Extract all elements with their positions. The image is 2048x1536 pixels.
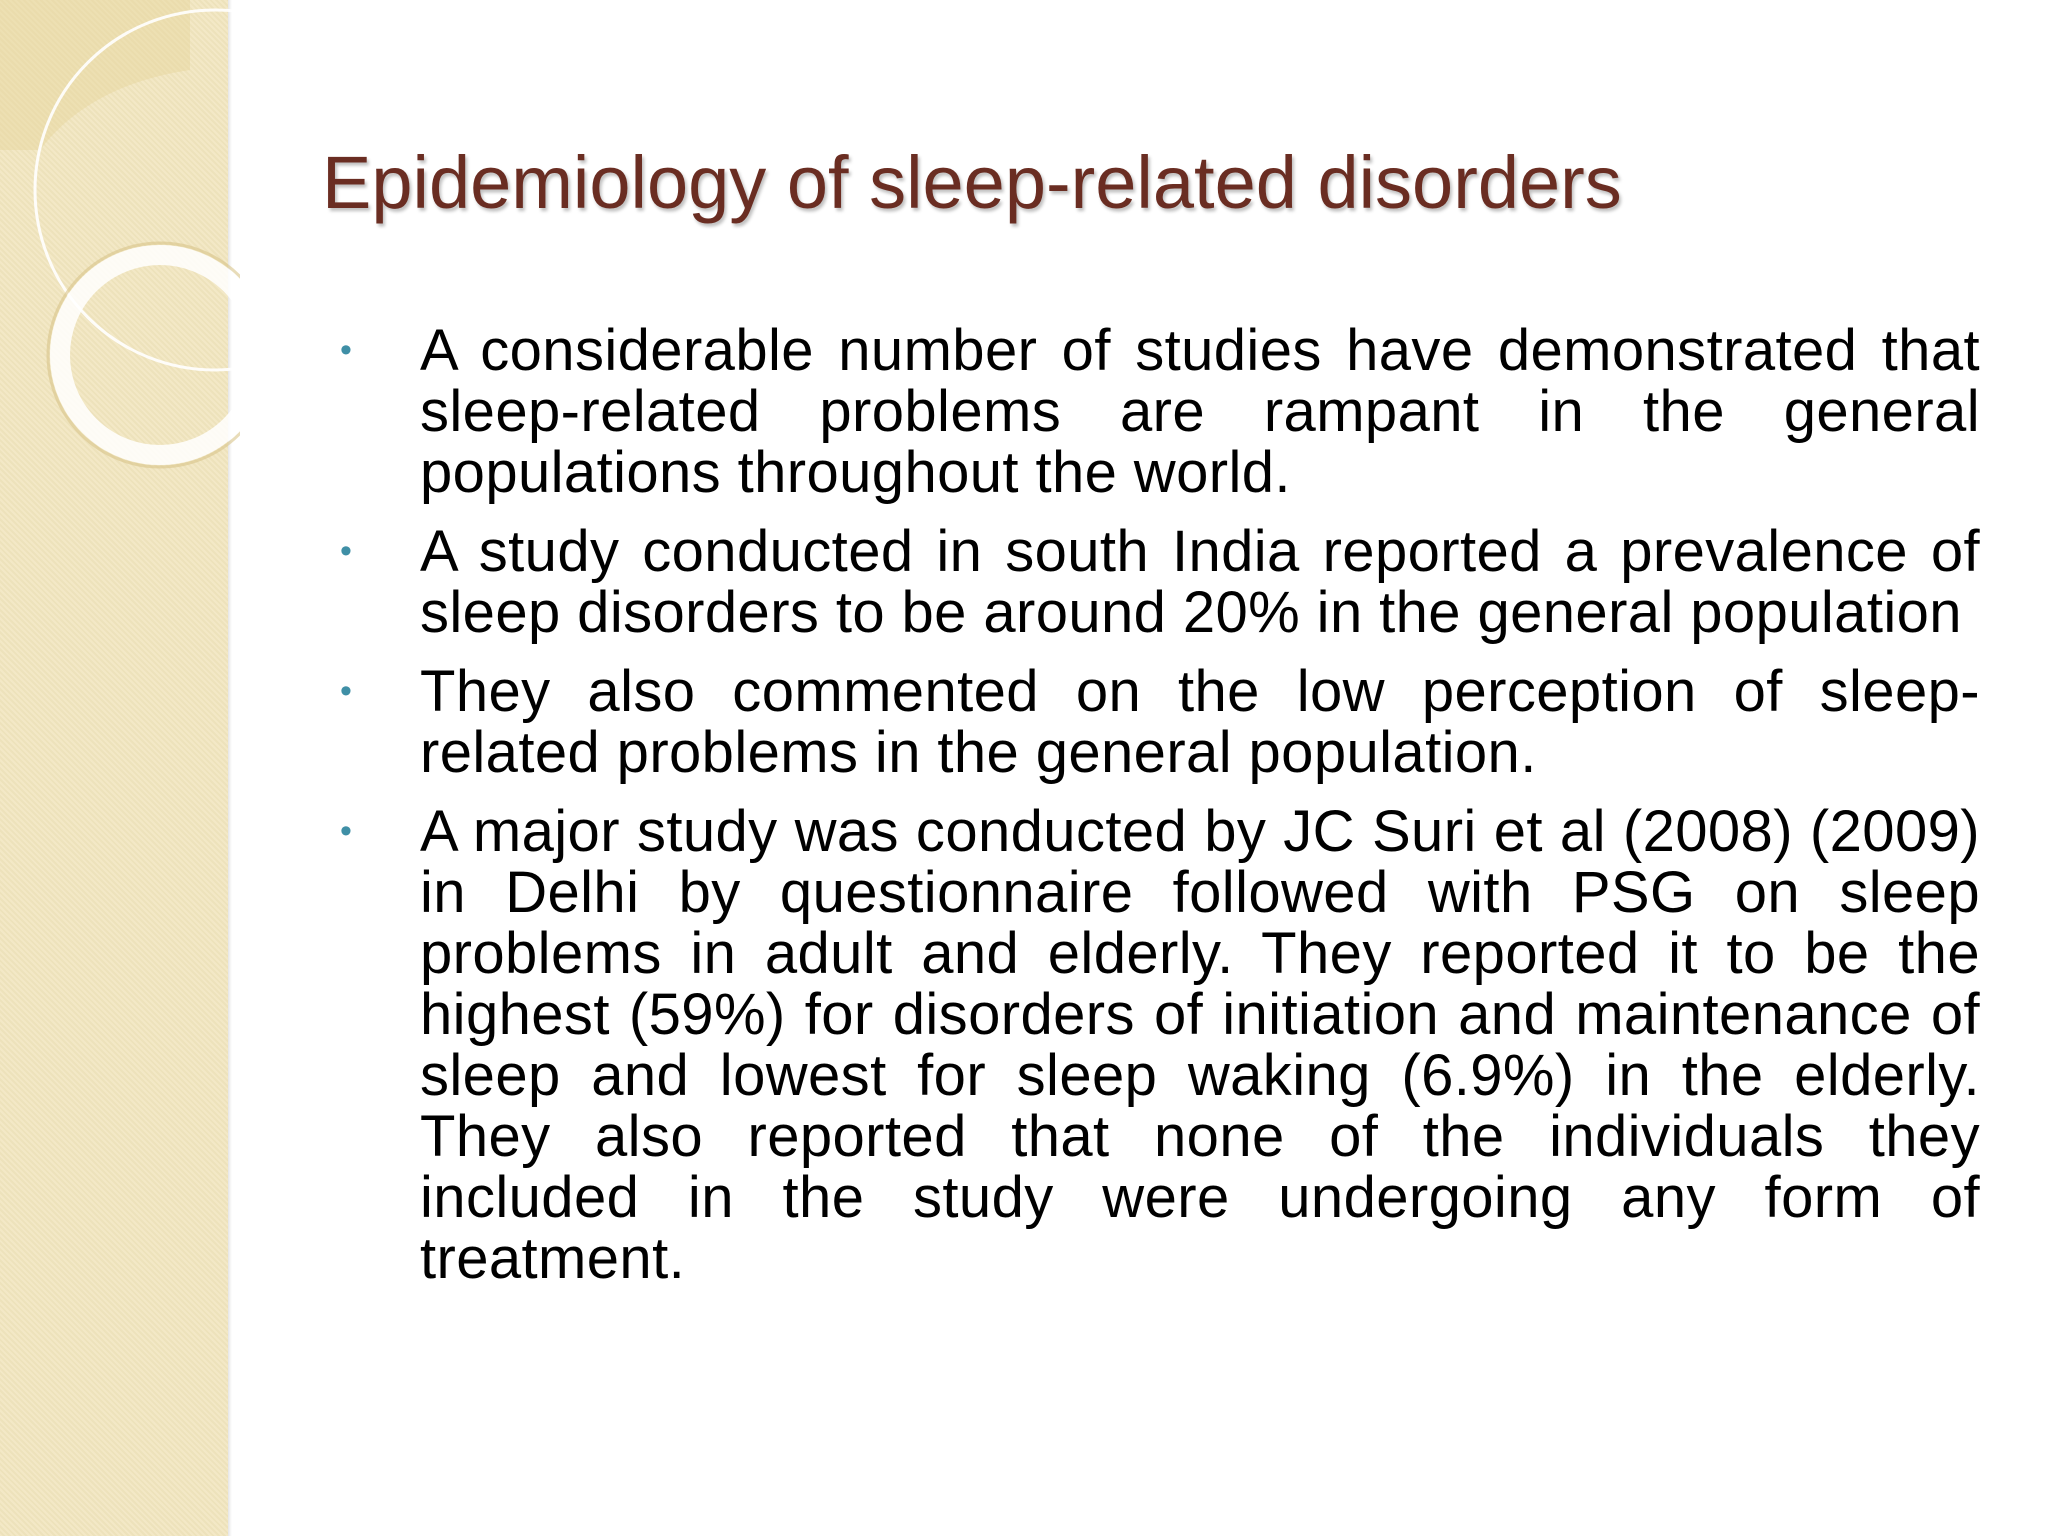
bullet-list xyxy=(330,320,1980,1307)
bullet-item-3 xyxy=(330,661,1980,783)
bullet-text: They also commented on the low perception of sleep-related problems in the general population. xyxy=(420,659,1980,785)
decorative-rings xyxy=(0,0,240,520)
bullet-item-1 xyxy=(330,320,1980,503)
bullet-dot-icon: • xyxy=(340,532,353,570)
slide-title: Epidemiology of sleep-related disorders xyxy=(322,141,1622,224)
bullet-text: A study conducted in south India reported a prevalence of sleep disorders to be around 20% in the general population xyxy=(420,519,1980,645)
bullet-dot-icon: • xyxy=(340,672,353,710)
thick-ring xyxy=(60,255,240,455)
bullet-dot-icon: • xyxy=(340,331,353,369)
bullet-dot-icon: • xyxy=(340,812,353,850)
bullet-text: A considerable number of studies have demonstrated that sleep-related problems are rampant in the general populations throughout the world. xyxy=(420,318,1980,505)
bullet-item-2 xyxy=(330,521,1980,643)
bullet-text: A major study was conducted by JC Suri et al (2008) (2009) in Delhi by questionnaire followed with PSG on sleep problems in adult and elderly. They reported it to be the highest (59%) for disorders of initiation and maintenance of sleep and lowest for sleep waking (6.9%) in the elderly. They also reported that none of the individuals they included in the study were undergoing any form of treatment. xyxy=(420,799,1980,1291)
decorative-corner-wedge xyxy=(0,0,190,150)
bullet-item-4 xyxy=(330,801,1980,1289)
